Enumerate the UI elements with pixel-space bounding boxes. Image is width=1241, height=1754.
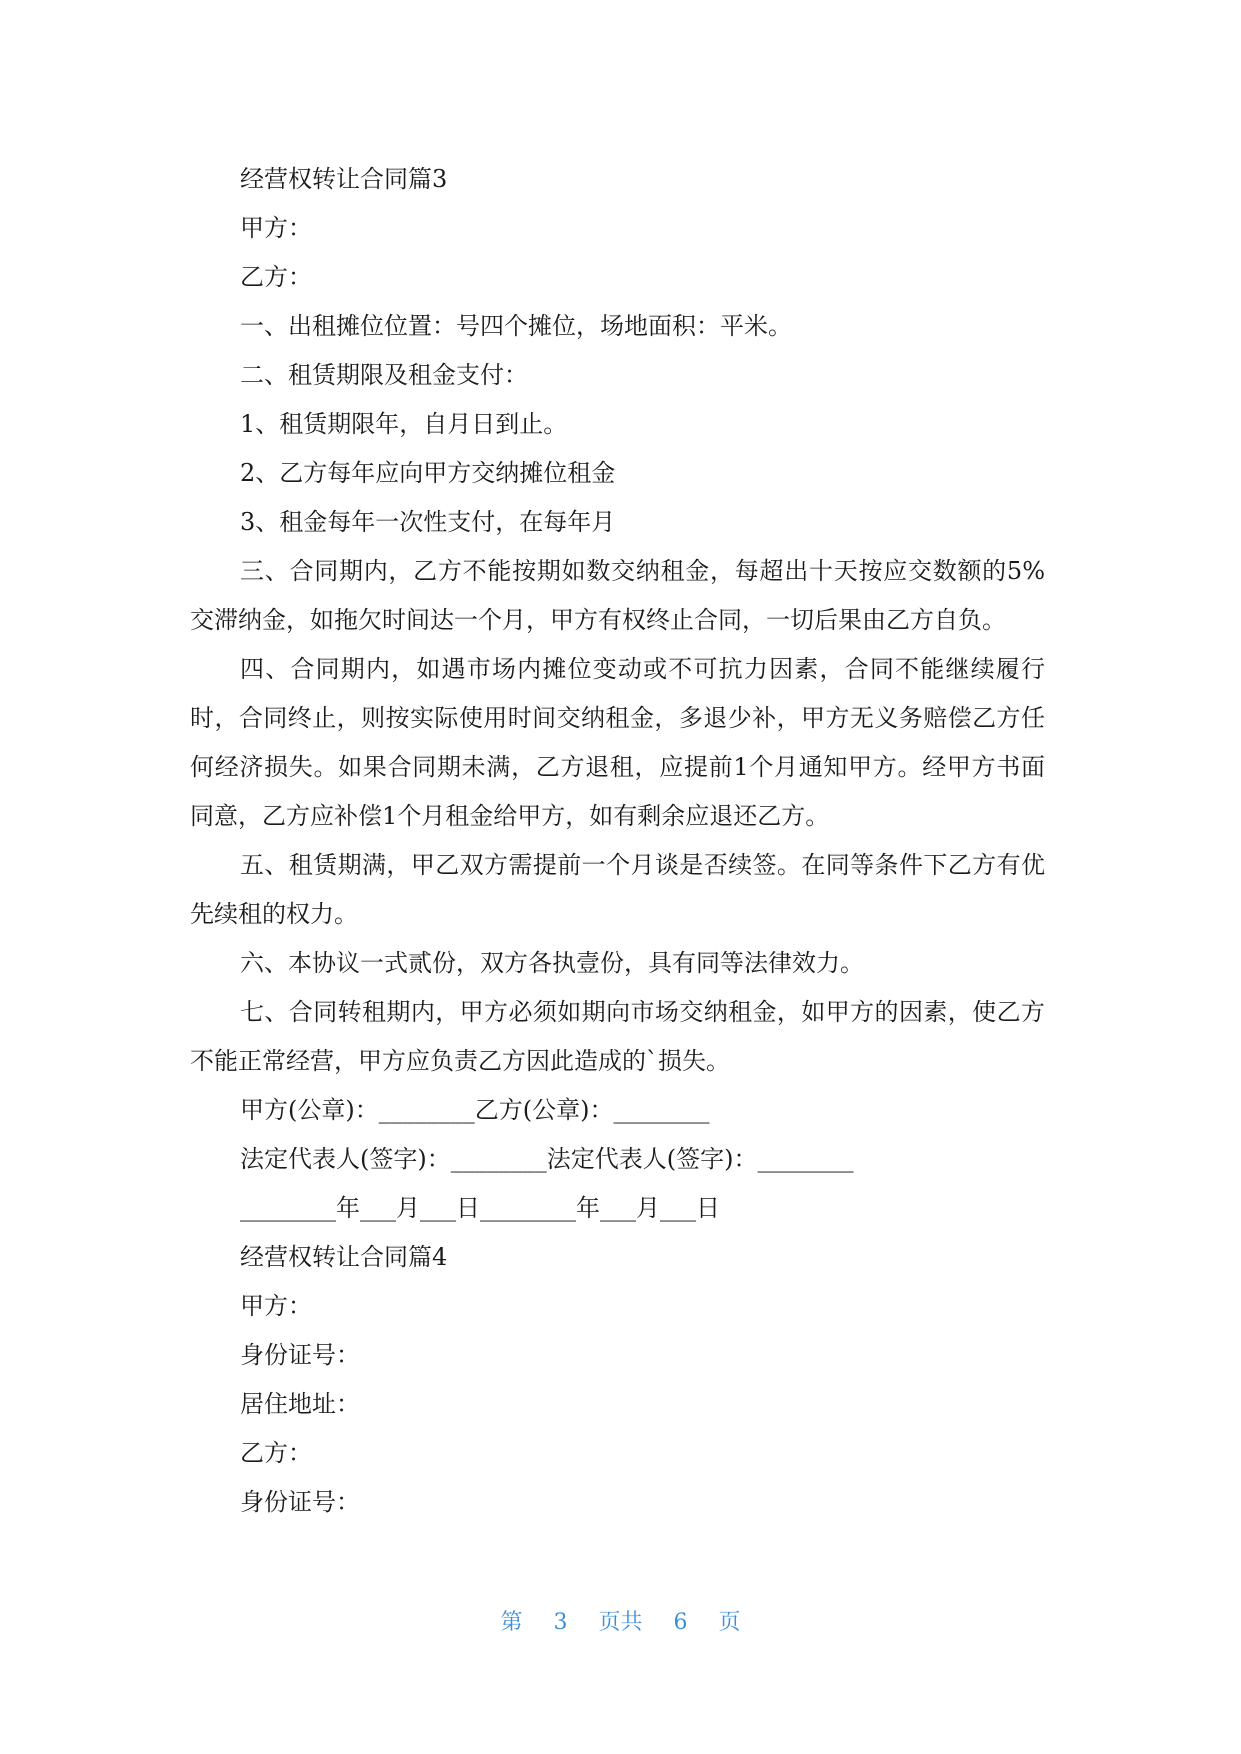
id-number-line-b: 身份证号：: [240, 1488, 360, 1516]
party-a-line-4: 甲方：: [240, 1292, 312, 1320]
signature-line: 法定代表人(签字)：________法定代表人(签字)：________: [240, 1145, 854, 1173]
party-b-line-4: 乙方：: [240, 1439, 312, 1467]
clause-2-item-2: 2、乙方每年应向甲方交纳摊位租金: [240, 459, 616, 487]
address-line-a: 居住地址：: [240, 1390, 360, 1418]
footer-word-ye: 页: [718, 1610, 741, 1635]
clause-1: 一、出租摊位位置：号四个摊位，场地面积：平米。: [240, 312, 792, 340]
section-title: 经营权转让合同篇3: [240, 165, 448, 193]
party-b-line: 乙方：: [240, 263, 312, 291]
footer-word-di: 第: [500, 1610, 523, 1635]
clause-5: 五、租赁期满，甲乙双方需提前一个月谈是否续签。在同等条件下乙方有优先续租的权力。: [190, 851, 1045, 928]
seal-line: 甲方(公章)：________乙方(公章)：________: [240, 1096, 710, 1124]
document-body: [190, 155, 1045, 1527]
footer-current-page: 3: [553, 1610, 568, 1635]
clause-2: 二、租赁期限及租金支付：: [240, 361, 528, 389]
clause-3: 三、合同期内，乙方不能按期如数交纳租金，每超出十天按应交数额的5%交滞纳金，如拖欠时间达一个月，甲方有权终止合同，一切后果由乙方自负。: [190, 557, 1045, 634]
id-number-line-a: 身份证号：: [240, 1341, 360, 1369]
clause-2-item-1: 1、租赁期限年，自月日到止。: [240, 410, 568, 438]
party-a-line: 甲方：: [240, 214, 312, 242]
footer-word-ye-gong: 页共: [598, 1610, 643, 1635]
date-line: ________年___月___日________年___月___日: [240, 1194, 720, 1222]
clause-4: 四、合同期内，如遇市场内摊位变动或不可抗力因素，合同不能继续履行时，合同终止，则按实际使用时间交纳租金，多退少补，甲方无义务赔偿乙方任何经济损失。如果合同期未满，乙方退租，应提前1个月通知甲方。经甲方书面同意，乙方应补偿1个月租金给甲方，如有剩余应退还乙方。: [190, 655, 1045, 830]
clause-6: 六、本协议一式贰份，双方各执壹份，具有同等法律效力。: [240, 949, 864, 977]
section-title-4: 经营权转让合同篇4: [240, 1243, 448, 1271]
clause-7: 七、合同转租期内，甲方必须如期向市场交纳租金，如甲方的因素，使乙方不能正常经营，甲方应负责乙方因此造成的`损失。: [190, 998, 1045, 1075]
footer-total-pages: 6: [673, 1610, 688, 1635]
clause-2-item-3: 3、租金每年一次性支付，在每年月: [240, 508, 616, 536]
page-footer: [0, 1605, 1241, 1636]
